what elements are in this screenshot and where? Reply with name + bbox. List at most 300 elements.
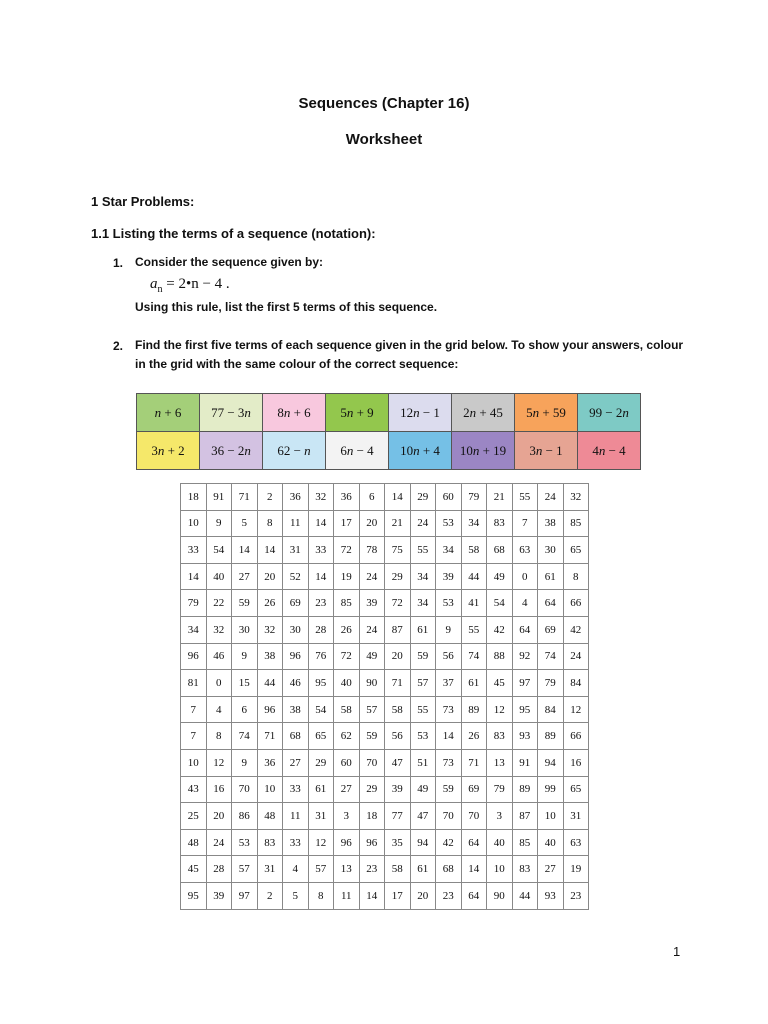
grid-cell[interactable]: 64 [512, 616, 538, 643]
grid-cell[interactable]: 43 [181, 776, 207, 803]
grid-cell[interactable]: 89 [538, 723, 564, 750]
grid-cell[interactable]: 34 [461, 510, 487, 537]
grid-cell[interactable]: 14 [232, 537, 258, 564]
grid-cell[interactable]: 58 [461, 537, 487, 564]
grid-cell[interactable]: 0 [206, 670, 232, 697]
sequence-cell: 99 − 2n [578, 394, 641, 432]
grid-cell[interactable]: 14 [257, 537, 283, 564]
grid-cell[interactable]: 71 [461, 749, 487, 776]
grid-cell[interactable]: 14 [308, 563, 334, 590]
grid-cell[interactable]: 20 [206, 803, 232, 830]
grid-cell[interactable]: 34 [436, 537, 462, 564]
grid-cell[interactable]: 49 [359, 643, 385, 670]
grid-cell[interactable]: 29 [385, 563, 411, 590]
grid-cell[interactable]: 83 [257, 829, 283, 856]
grid-cell[interactable]: 33 [283, 829, 309, 856]
grid-cell[interactable]: 14 [461, 856, 487, 883]
grid-cell[interactable]: 49 [487, 563, 513, 590]
grid-cell[interactable]: 42 [563, 616, 589, 643]
grid-cell[interactable]: 31 [308, 803, 334, 830]
grid-cell[interactable]: 61 [410, 616, 436, 643]
grid-cell[interactable]: 17 [385, 882, 411, 909]
grid-cell[interactable]: 71 [257, 723, 283, 750]
grid-cell[interactable]: 6 [232, 696, 258, 723]
grid-cell[interactable]: 36 [334, 484, 360, 511]
formula-expression: = 2•n − 4 . [162, 276, 230, 292]
grid-row [181, 829, 589, 856]
grid-cell[interactable]: 24 [563, 643, 589, 670]
grid-cell[interactable]: 79 [461, 484, 487, 511]
grid-cell[interactable]: 20 [385, 643, 411, 670]
grid-cell[interactable]: 96 [283, 643, 309, 670]
grid-cell[interactable]: 60 [334, 749, 360, 776]
sequence-cell: 36 − 2n [200, 432, 263, 470]
grid-cell[interactable]: 25 [181, 803, 207, 830]
grid-row [181, 643, 589, 670]
grid-cell[interactable]: 26 [334, 616, 360, 643]
grid-cell[interactable]: 68 [436, 856, 462, 883]
grid-cell[interactable]: 4 [283, 856, 309, 883]
grid-cell[interactable]: 30 [283, 616, 309, 643]
grid-cell[interactable]: 64 [538, 590, 564, 617]
grid-cell[interactable]: 97 [512, 670, 538, 697]
grid-cell[interactable]: 27 [538, 856, 564, 883]
grid-cell[interactable]: 54 [206, 537, 232, 564]
question-2-prompt-continued: in the grid with the same colour of the correct sequence: [135, 357, 459, 371]
grid-cell[interactable]: 83 [512, 856, 538, 883]
sequence-cell: 8n + 6 [263, 394, 326, 432]
grid-cell[interactable]: 89 [461, 696, 487, 723]
grid-cell[interactable]: 93 [538, 882, 564, 909]
grid-cell[interactable]: 16 [563, 749, 589, 776]
grid-row [181, 484, 589, 511]
grid-cell[interactable]: 72 [385, 590, 411, 617]
sequence-row [137, 432, 641, 470]
grid-cell[interactable]: 2 [257, 484, 283, 511]
grid-cell[interactable]: 66 [563, 590, 589, 617]
grid-cell[interactable]: 2 [257, 882, 283, 909]
grid-cell[interactable]: 5 [232, 510, 258, 537]
grid-cell[interactable]: 99 [538, 776, 564, 803]
grid-cell[interactable]: 10 [538, 803, 564, 830]
grid-cell[interactable]: 86 [232, 803, 258, 830]
grid-cell[interactable]: 77 [385, 803, 411, 830]
grid-cell[interactable]: 44 [461, 563, 487, 590]
grid-cell[interactable]: 92 [512, 643, 538, 670]
grid-cell[interactable]: 20 [410, 882, 436, 909]
grid-row [181, 856, 589, 883]
grid-cell[interactable]: 31 [283, 537, 309, 564]
grid-cell[interactable]: 10 [181, 510, 207, 537]
grid-cell[interactable]: 95 [512, 696, 538, 723]
question-1-prompt: Consider the sequence given by: [135, 255, 324, 269]
grid-cell[interactable]: 72 [334, 643, 360, 670]
grid-cell[interactable]: 96 [359, 829, 385, 856]
grid-cell[interactable]: 59 [410, 643, 436, 670]
grid-cell[interactable]: 31 [563, 803, 589, 830]
grid-cell[interactable]: 23 [563, 882, 589, 909]
grid-cell[interactable]: 36 [257, 749, 283, 776]
grid-cell[interactable]: 24 [359, 563, 385, 590]
grid-cell[interactable]: 79 [538, 670, 564, 697]
grid-cell[interactable]: 55 [461, 616, 487, 643]
grid-row [181, 616, 589, 643]
grid-cell[interactable]: 57 [308, 856, 334, 883]
grid-cell[interactable]: 48 [257, 803, 283, 830]
grid-cell[interactable]: 70 [436, 803, 462, 830]
grid-cell[interactable]: 9 [436, 616, 462, 643]
grid-cell[interactable]: 56 [436, 643, 462, 670]
grid-cell[interactable]: 32 [206, 616, 232, 643]
sequence-formula [150, 276, 230, 295]
grid-cell[interactable]: 14 [181, 563, 207, 590]
grid-cell[interactable]: 12 [308, 829, 334, 856]
grid-cell[interactable]: 14 [359, 882, 385, 909]
grid-cell[interactable]: 51 [410, 749, 436, 776]
grid-cell[interactable]: 28 [206, 856, 232, 883]
grid-cell[interactable]: 30 [538, 537, 564, 564]
grid-cell[interactable]: 31 [257, 856, 283, 883]
grid-cell[interactable]: 45 [487, 670, 513, 697]
grid-cell[interactable]: 34 [410, 590, 436, 617]
grid-cell[interactable]: 64 [461, 882, 487, 909]
grid-cell[interactable]: 12 [206, 749, 232, 776]
formula-term: a [150, 276, 158, 292]
grid-cell[interactable]: 57 [359, 696, 385, 723]
grid-cell[interactable]: 59 [359, 723, 385, 750]
grid-cell[interactable]: 45 [181, 856, 207, 883]
sequence-cell: 62 − n [263, 432, 326, 470]
grid-cell[interactable]: 53 [232, 829, 258, 856]
grid-cell[interactable]: 37 [436, 670, 462, 697]
grid-cell[interactable]: 58 [385, 856, 411, 883]
grid-cell[interactable]: 47 [385, 749, 411, 776]
grid-cell[interactable]: 61 [538, 563, 564, 590]
grid-row [181, 803, 589, 830]
grid-cell[interactable]: 94 [410, 829, 436, 856]
grid-cell[interactable]: 47 [410, 803, 436, 830]
grid-cell[interactable]: 5 [283, 882, 309, 909]
grid-cell[interactable]: 34 [410, 563, 436, 590]
grid-cell[interactable]: 21 [487, 484, 513, 511]
grid-cell[interactable]: 29 [308, 749, 334, 776]
grid-cell[interactable]: 48 [181, 829, 207, 856]
grid-cell[interactable]: 16 [206, 776, 232, 803]
grid-cell[interactable]: 23 [359, 856, 385, 883]
grid-cell[interactable]: 76 [308, 643, 334, 670]
grid-cell[interactable]: 11 [283, 803, 309, 830]
grid-row [181, 749, 589, 776]
grid-cell[interactable]: 79 [487, 776, 513, 803]
grid-cell[interactable]: 39 [385, 776, 411, 803]
grid-cell[interactable]: 84 [563, 670, 589, 697]
grid-cell[interactable]: 87 [385, 616, 411, 643]
grid-cell[interactable]: 61 [461, 670, 487, 697]
grid-cell[interactable]: 61 [308, 776, 334, 803]
grid-cell[interactable]: 40 [487, 829, 513, 856]
grid-cell[interactable]: 69 [461, 776, 487, 803]
grid-cell[interactable]: 66 [563, 723, 589, 750]
grid-cell[interactable]: 35 [385, 829, 411, 856]
grid-cell[interactable]: 18 [359, 803, 385, 830]
grid-cell[interactable]: 91 [512, 749, 538, 776]
grid-cell[interactable]: 20 [359, 510, 385, 537]
grid-row [181, 510, 589, 537]
grid-cell[interactable]: 26 [257, 590, 283, 617]
subsection-heading: 1.1 Listing the terms of a sequence (notation): [91, 226, 376, 241]
grid-cell[interactable]: 29 [359, 776, 385, 803]
grid-cell[interactable]: 38 [538, 510, 564, 537]
grid-cell[interactable]: 53 [410, 723, 436, 750]
grid-cell[interactable]: 11 [283, 510, 309, 537]
grid-cell[interactable]: 84 [538, 696, 564, 723]
grid-row [181, 723, 589, 750]
grid-cell[interactable]: 8 [308, 882, 334, 909]
grid-cell[interactable]: 83 [487, 723, 513, 750]
grid-cell[interactable]: 46 [283, 670, 309, 697]
grid-cell[interactable]: 79 [181, 590, 207, 617]
grid-cell[interactable]: 38 [257, 643, 283, 670]
grid-cell[interactable]: 9 [206, 510, 232, 537]
grid-cell[interactable]: 3 [334, 803, 360, 830]
grid-cell[interactable]: 59 [232, 590, 258, 617]
grid-cell[interactable]: 62 [334, 723, 360, 750]
grid-cell[interactable]: 9 [232, 643, 258, 670]
grid-cell[interactable]: 0 [512, 563, 538, 590]
grid-cell[interactable]: 24 [410, 510, 436, 537]
grid-cell[interactable]: 71 [232, 484, 258, 511]
grid-cell[interactable]: 88 [487, 643, 513, 670]
formula-subscript: n [157, 284, 163, 295]
grid-cell[interactable]: 59 [436, 776, 462, 803]
sequence-cell: 12n − 1 [389, 394, 452, 432]
grid-cell[interactable]: 7 [512, 510, 538, 537]
grid-cell[interactable]: 49 [410, 776, 436, 803]
grid-cell[interactable]: 46 [206, 643, 232, 670]
grid-cell[interactable]: 57 [232, 856, 258, 883]
grid-cell[interactable]: 9 [232, 749, 258, 776]
grid-cell[interactable]: 26 [461, 723, 487, 750]
grid-cell[interactable]: 29 [410, 484, 436, 511]
grid-cell[interactable]: 33 [308, 537, 334, 564]
sequence-cell: n + 6 [137, 394, 200, 432]
grid-cell[interactable]: 32 [308, 484, 334, 511]
grid-cell[interactable]: 17 [334, 510, 360, 537]
grid-cell[interactable]: 42 [436, 829, 462, 856]
grid-cell[interactable]: 32 [257, 616, 283, 643]
grid-cell[interactable]: 27 [334, 776, 360, 803]
grid-cell[interactable]: 24 [206, 829, 232, 856]
grid-cell[interactable]: 21 [385, 510, 411, 537]
grid-cell[interactable]: 27 [232, 563, 258, 590]
grid-cell[interactable]: 74 [538, 643, 564, 670]
grid-cell[interactable]: 19 [563, 856, 589, 883]
grid-cell[interactable]: 15 [232, 670, 258, 697]
grid-cell[interactable]: 58 [334, 696, 360, 723]
grid-cell[interactable]: 4 [206, 696, 232, 723]
grid-cell[interactable]: 65 [563, 776, 589, 803]
sequence-cell: 5n + 59 [515, 394, 578, 432]
grid-cell[interactable]: 68 [487, 537, 513, 564]
grid-cell[interactable]: 10 [181, 749, 207, 776]
grid-cell[interactable]: 72 [334, 537, 360, 564]
grid-cell[interactable]: 33 [181, 537, 207, 564]
grid-cell[interactable]: 8 [563, 563, 589, 590]
grid-cell[interactable]: 34 [181, 616, 207, 643]
grid-row [181, 882, 589, 909]
grid-cell[interactable]: 8 [257, 510, 283, 537]
sequence-cell: 77 − 3n [200, 394, 263, 432]
grid-cell[interactable]: 95 [181, 882, 207, 909]
grid-cell[interactable]: 85 [563, 510, 589, 537]
grid-cell[interactable]: 89 [512, 776, 538, 803]
question-1-instruction: Using this rule, list the first 5 terms of this sequence. [135, 300, 438, 314]
grid-cell[interactable]: 91 [206, 484, 232, 511]
grid-cell[interactable]: 90 [487, 882, 513, 909]
grid-cell[interactable]: 63 [563, 829, 589, 856]
page-number: 1 [673, 944, 681, 959]
sequence-cell: 3n + 2 [137, 432, 200, 470]
grid-cell[interactable]: 18 [181, 484, 207, 511]
grid-row [181, 696, 589, 723]
grid-cell[interactable]: 27 [283, 749, 309, 776]
grid-cell[interactable]: 44 [512, 882, 538, 909]
grid-cell[interactable]: 54 [487, 590, 513, 617]
grid-cell[interactable]: 22 [206, 590, 232, 617]
grid-cell[interactable]: 8 [206, 723, 232, 750]
sequence-cell: 5n + 9 [326, 394, 389, 432]
sequence-cell: 6n − 4 [326, 432, 389, 470]
grid-cell[interactable]: 83 [487, 510, 513, 537]
grid-cell[interactable]: 10 [487, 856, 513, 883]
grid-cell[interactable]: 85 [334, 590, 360, 617]
grid-cell[interactable]: 90 [359, 670, 385, 697]
grid-cell[interactable]: 56 [385, 723, 411, 750]
grid-cell[interactable]: 68 [283, 723, 309, 750]
grid-cell[interactable]: 95 [308, 670, 334, 697]
sequence-cell: 4n − 4 [578, 432, 641, 470]
grid-cell[interactable]: 40 [538, 829, 564, 856]
grid-cell[interactable]: 39 [206, 882, 232, 909]
grid-cell[interactable]: 55 [410, 537, 436, 564]
grid-cell[interactable]: 65 [308, 723, 334, 750]
grid-cell[interactable]: 71 [385, 670, 411, 697]
grid-cell[interactable]: 61 [410, 856, 436, 883]
grid-cell[interactable]: 30 [232, 616, 258, 643]
grid-row [181, 776, 589, 803]
grid-cell[interactable]: 65 [563, 537, 589, 564]
grid-cell[interactable]: 87 [512, 803, 538, 830]
grid-cell[interactable]: 63 [512, 537, 538, 564]
grid-cell[interactable]: 97 [232, 882, 258, 909]
sequence-cell: 3n − 1 [515, 432, 578, 470]
grid-cell[interactable]: 32 [563, 484, 589, 511]
grid-cell[interactable]: 64 [461, 829, 487, 856]
grid-cell[interactable]: 36 [283, 484, 309, 511]
grid-cell[interactable]: 44 [257, 670, 283, 697]
grid-row [181, 590, 589, 617]
grid-cell[interactable]: 78 [359, 537, 385, 564]
grid-cell[interactable]: 93 [512, 723, 538, 750]
grid-cell[interactable]: 53 [436, 510, 462, 537]
grid-cell[interactable]: 96 [181, 643, 207, 670]
grid-cell[interactable]: 73 [436, 696, 462, 723]
grid-cell[interactable]: 14 [385, 484, 411, 511]
grid-cell[interactable]: 70 [359, 749, 385, 776]
grid-cell[interactable]: 3 [487, 803, 513, 830]
grid-cell[interactable]: 96 [334, 829, 360, 856]
grid-cell[interactable]: 13 [487, 749, 513, 776]
grid-cell[interactable]: 4 [512, 590, 538, 617]
grid-cell[interactable]: 54 [308, 696, 334, 723]
grid-cell[interactable]: 73 [436, 749, 462, 776]
grid-cell[interactable]: 38 [283, 696, 309, 723]
sequence-colour-key [136, 393, 641, 470]
grid-cell[interactable]: 10 [257, 776, 283, 803]
grid-cell[interactable]: 28 [308, 616, 334, 643]
question-2-prompt: Find the first five terms of each sequence given in the grid below. To show your answers, colour [135, 338, 684, 352]
grid-cell[interactable]: 53 [436, 590, 462, 617]
grid-cell[interactable]: 55 [512, 484, 538, 511]
grid-cell[interactable]: 81 [181, 670, 207, 697]
grid-cell[interactable]: 70 [232, 776, 258, 803]
grid-cell[interactable]: 11 [334, 882, 360, 909]
grid-cell[interactable]: 6 [359, 484, 385, 511]
grid-cell[interactable]: 24 [359, 616, 385, 643]
grid-cell[interactable]: 39 [436, 563, 462, 590]
grid-cell[interactable]: 69 [283, 590, 309, 617]
grid-cell[interactable]: 14 [308, 510, 334, 537]
grid-cell[interactable]: 20 [257, 563, 283, 590]
grid-cell[interactable]: 60 [436, 484, 462, 511]
grid-cell[interactable]: 33 [283, 776, 309, 803]
grid-cell[interactable]: 57 [410, 670, 436, 697]
grid-cell[interactable]: 74 [232, 723, 258, 750]
grid-cell[interactable]: 19 [334, 563, 360, 590]
grid-cell[interactable]: 23 [308, 590, 334, 617]
grid-cell[interactable]: 7 [181, 723, 207, 750]
grid-cell[interactable]: 40 [334, 670, 360, 697]
grid-cell[interactable]: 12 [487, 696, 513, 723]
grid-row [181, 563, 589, 590]
sequence-cell: 10n + 4 [389, 432, 452, 470]
grid-cell[interactable]: 42 [487, 616, 513, 643]
grid-cell[interactable]: 24 [538, 484, 564, 511]
grid-cell[interactable]: 23 [436, 882, 462, 909]
section-heading: 1 Star Problems: [91, 194, 195, 209]
grid-cell[interactable]: 96 [257, 696, 283, 723]
grid-cell[interactable]: 40 [206, 563, 232, 590]
grid-cell[interactable]: 41 [461, 590, 487, 617]
grid-cell[interactable]: 75 [385, 537, 411, 564]
grid-cell[interactable]: 13 [334, 856, 360, 883]
grid-cell[interactable]: 70 [461, 803, 487, 830]
grid-cell[interactable]: 69 [538, 616, 564, 643]
grid-cell[interactable]: 58 [385, 696, 411, 723]
grid-cell[interactable]: 39 [359, 590, 385, 617]
grid-cell[interactable]: 14 [436, 723, 462, 750]
question-1-number: 1. [113, 256, 124, 270]
grid-cell[interactable]: 12 [563, 696, 589, 723]
grid-cell[interactable]: 74 [461, 643, 487, 670]
grid-cell[interactable]: 85 [512, 829, 538, 856]
grid-cell[interactable]: 94 [538, 749, 564, 776]
page-subtitle: Worksheet [345, 131, 423, 148]
grid-cell[interactable]: 52 [283, 563, 309, 590]
grid-cell[interactable]: 7 [181, 696, 207, 723]
sequence-row [137, 394, 641, 432]
grid-cell[interactable]: 55 [410, 696, 436, 723]
